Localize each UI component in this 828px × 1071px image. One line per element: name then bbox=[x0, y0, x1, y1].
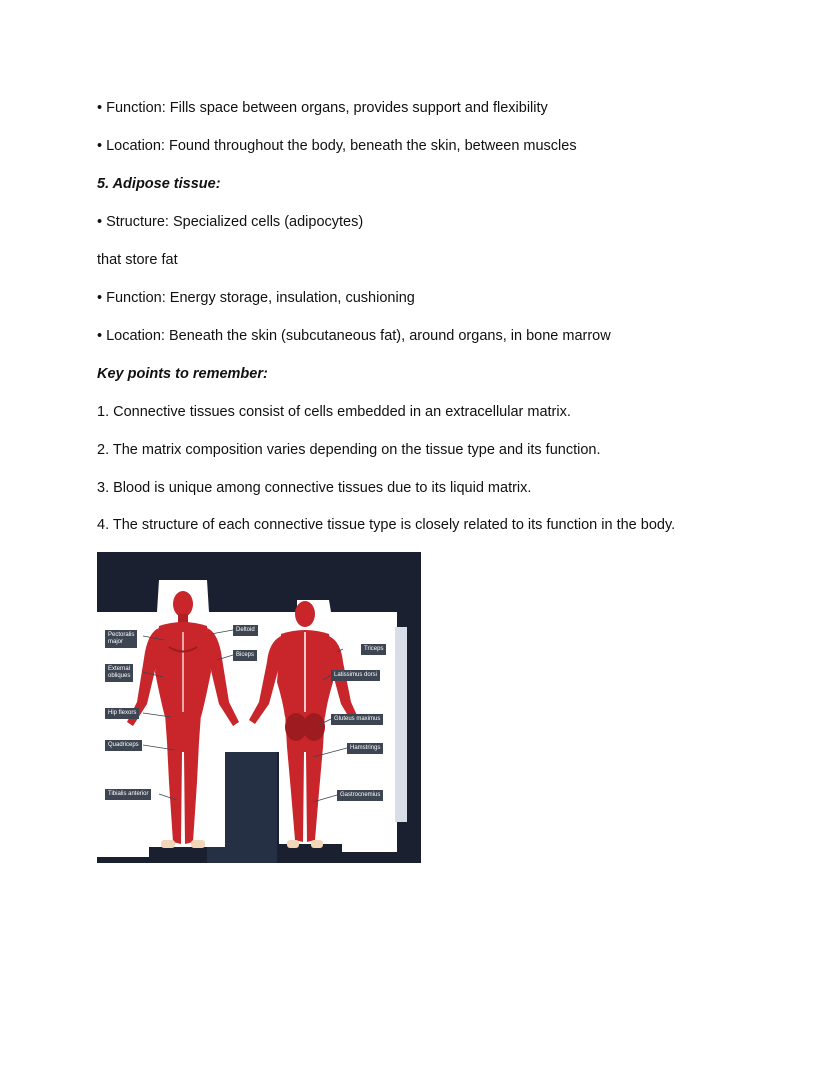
function-line-loose: • Function: Fills space between organs, provides support and flexibility bbox=[97, 100, 548, 116]
key-point-3: 3. Blood is unique among connective tissues due to its liquid matrix. bbox=[97, 480, 532, 496]
key-point-1: 1. Connective tissues consist of cells embedded in an extracellular matrix. bbox=[97, 404, 571, 420]
label-quadriceps: Quadriceps bbox=[105, 740, 142, 751]
structure-line-adipose: • Structure: Specialized cells (adipocytes) bbox=[97, 214, 364, 230]
label-latissimus-dorsi: Latissimus dorsi bbox=[331, 670, 380, 681]
function-line-adipose: • Function: Energy storage, insulation, cushioning bbox=[97, 290, 415, 306]
key-point-4: 4. The structure of each connective tissue type is closely related to its function in the body. bbox=[97, 517, 676, 533]
label-gluteus-maximus: Gluteus maximus bbox=[331, 714, 383, 725]
adipose-heading: 5. Adipose tissue: bbox=[97, 176, 221, 192]
label-hamstrings: Hamstrings bbox=[347, 743, 383, 754]
key-point-2: 2. The matrix composition varies depending on the tissue type and its function. bbox=[97, 442, 601, 458]
location-line-loose: • Location: Found throughout the body, beneath the skin, between muscles bbox=[97, 138, 577, 154]
label-triceps: Triceps bbox=[361, 644, 386, 655]
location-line-adipose: • Location: Beneath the skin (subcutaneous fat), around organs, in bone marrow bbox=[97, 328, 611, 344]
label-hip-flexors: Hip flexors bbox=[105, 708, 139, 719]
label-pectoralis-major: Pectoralis major bbox=[105, 630, 137, 648]
key-points-heading: Key points to remember: bbox=[97, 366, 268, 382]
muscle-diagram-image bbox=[97, 552, 421, 863]
label-deltoid: Deltoid bbox=[233, 625, 258, 636]
label-tibialis-anterior: Tibialis anterior bbox=[105, 789, 151, 800]
structure-line-continued: that store fat bbox=[97, 252, 178, 268]
label-gastrocnemius: Gastrocnemius bbox=[337, 790, 383, 801]
muscular-system-figure bbox=[97, 552, 421, 863]
label-biceps: Biceps bbox=[233, 650, 257, 661]
label-external-obliques: External obliques bbox=[105, 664, 133, 682]
